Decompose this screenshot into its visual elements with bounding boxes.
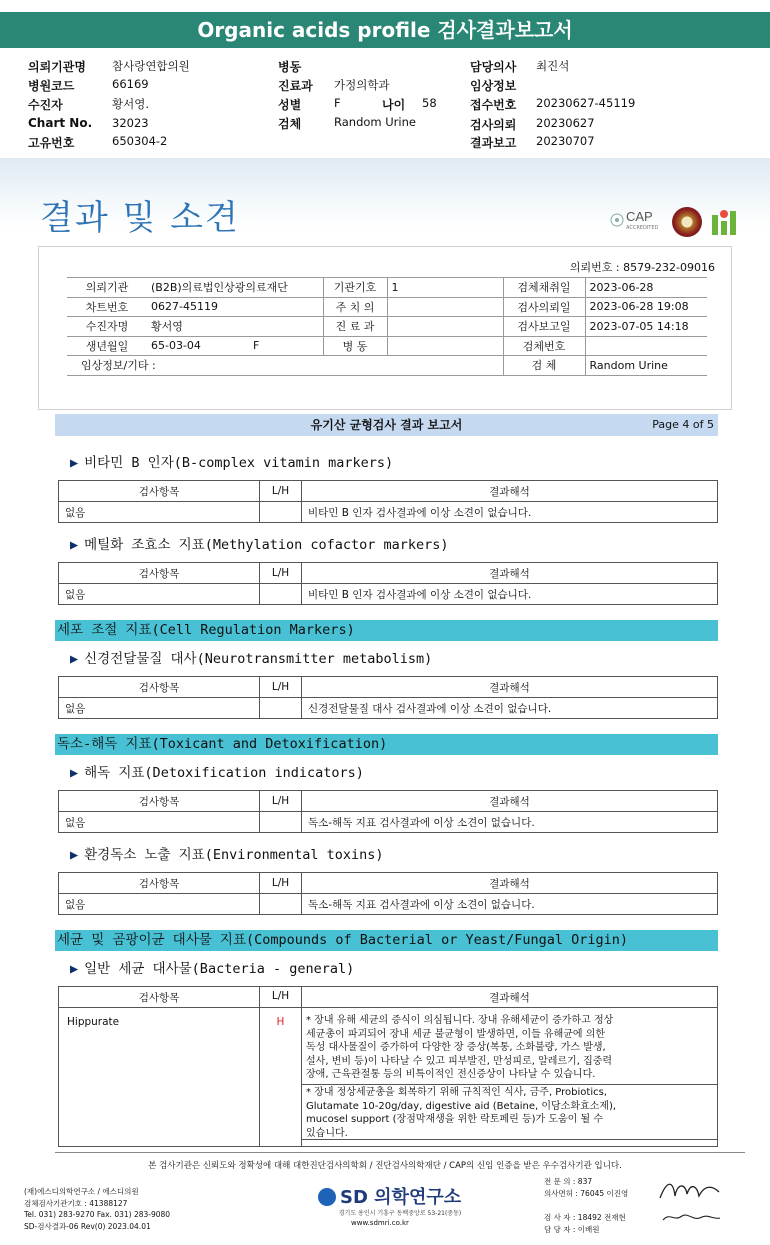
- table-row: [59, 502, 718, 523]
- page-indicator: Page 4 of 5: [652, 418, 714, 431]
- info-row: [67, 356, 707, 376]
- header-label: 성별: [278, 98, 302, 112]
- info-label: 검사보고일: [503, 317, 585, 337]
- lab-contact: [24, 1186, 170, 1232]
- text-line: * 장내 정상세균총을 회복하기 위해 규칙적인 식사, 금주, Probiotics,: [306, 1087, 608, 1098]
- text-line: 전 문 의 : 837: [544, 1177, 593, 1186]
- subsection-title: 메틸화 조효소 지표(Methylation cofactor markers): [84, 537, 449, 553]
- cap-star-icon: [610, 213, 624, 227]
- table-row: [59, 584, 718, 605]
- info-label: 주 치 의: [323, 297, 387, 317]
- cell-interp: 독소-해독 지표 검사결과에 이상 소견이 없습니다.: [302, 812, 718, 833]
- text-line: SD-검사결과-06 Rev(0) 2023.04.01: [24, 1221, 151, 1231]
- col-header-item: 검사항목: [138, 992, 180, 1004]
- col-header-lh: L/H: [260, 481, 302, 502]
- subsection-title: 비타민 B 인자(B-complex vitamin markers): [84, 455, 394, 471]
- header-label: 검사의뢰: [470, 118, 517, 132]
- col-header-interp: 결과해석: [302, 481, 718, 502]
- info-value: [585, 336, 707, 356]
- section-cell-regulation: 세포 조절 지표(Cell Regulation Markers): [55, 620, 718, 641]
- header-label: 결과보고: [470, 136, 517, 150]
- specimen-info-box: [38, 246, 732, 410]
- green-cert-logo-icon: [710, 207, 738, 237]
- col-header-interp: 결과해석: [302, 563, 718, 584]
- header-label: 진료과: [278, 79, 313, 93]
- cell-interp: 비타민 B 인자 검사결과에 이상 소견이 없습니다.: [302, 502, 718, 523]
- birth-date: 65-03-04: [151, 339, 201, 353]
- high-flag: H: [276, 1016, 285, 1028]
- subsection-environmental: [70, 843, 384, 863]
- col-header-lh: L/H: [260, 873, 302, 894]
- cap-text: CAP: [626, 209, 653, 224]
- result-heading: 결과 및 소견: [40, 198, 240, 238]
- info-value: [387, 297, 503, 317]
- result-table-b-vitamin: [58, 480, 718, 523]
- header-value: 최진석: [536, 59, 570, 73]
- header-value: 66169: [112, 77, 149, 91]
- triangle-right-icon: ▶: [70, 847, 79, 863]
- info-label: 의뢰기관: [67, 278, 147, 298]
- result-table-neuro: [58, 676, 718, 719]
- col-header-item: 검사항목: [59, 677, 260, 698]
- info-label: 기관기호: [323, 278, 387, 298]
- col-header-lh: L/H: [260, 563, 302, 584]
- patient-header: [0, 54, 770, 152]
- info-value: 2023-07-05 14:18: [585, 317, 707, 337]
- triangle-right-icon: ▶: [70, 651, 79, 667]
- col-header-item: 검사항목: [59, 873, 260, 894]
- company-website: www.sdmri.co.kr: [351, 1219, 409, 1227]
- accreditation-note: 본 검사기관은 신뢰도와 정확성에 대해 대한진단검사의학회 / 진단검사의학재단 / CAP의 신임 인증을 받은 우수검사기관 입니다.: [148, 1161, 622, 1171]
- header-label: 수진자: [28, 98, 63, 112]
- clinical-info-label: 임상정보/기타 :: [67, 356, 503, 376]
- text-line: [544, 1200, 628, 1212]
- subsection-bacteria-general: [70, 957, 354, 977]
- info-label: 차트번호: [67, 297, 147, 317]
- subsection-title: 해독 지표(Detoxification indicators): [84, 765, 364, 781]
- cell-interp: 독소-해독 지표 검사결과에 이상 소견이 없습니다.: [302, 894, 718, 915]
- header-value: 32023: [112, 116, 149, 130]
- cell-item: 없음: [59, 894, 260, 915]
- cap-logo: [610, 209, 666, 235]
- accreditation-logos: [610, 205, 740, 239]
- society-seal-icon: [672, 207, 702, 237]
- header-value: 20230627-45119: [536, 96, 636, 110]
- info-value: 황서영: [147, 317, 323, 337]
- cell-item: 없음: [59, 502, 260, 523]
- row-divider: [302, 1084, 718, 1085]
- header-label: 담당의사: [470, 60, 517, 74]
- text-line: 있습니다.: [306, 1127, 348, 1139]
- header-value: 가정의학과: [334, 78, 390, 92]
- sd-logo-icon: [318, 1188, 336, 1206]
- header-label: 접수번호: [470, 98, 517, 112]
- info-label: 수진자명: [67, 317, 147, 337]
- col-header-lh: L/H: [260, 677, 302, 698]
- subsection-b-vitamin: [70, 451, 393, 471]
- info-row: [67, 317, 707, 337]
- header-label: 병원코드: [28, 79, 75, 93]
- col-header-interp: 결과해석: [489, 992, 530, 1004]
- text-line: 설사, 변비 등)이 나타날 수 있고 피부발진, 만성피로, 알레르기, 집중력: [306, 1055, 613, 1067]
- cell-interp: 신경전달물질 대사 검사결과에 이상 소견이 없습니다.: [302, 698, 718, 719]
- subsection-neurotransmitter: [70, 647, 432, 667]
- header-label: 고유번호: [28, 136, 75, 150]
- result-table-detox: [58, 790, 718, 833]
- sex: F: [252, 339, 260, 353]
- cell-lh: [260, 698, 302, 719]
- cell-lh: [260, 894, 302, 915]
- report-title: Organic acids profile 검사결과보고서: [0, 12, 770, 48]
- info-value: 1: [387, 278, 503, 298]
- header-label: 임상정보: [470, 79, 517, 93]
- info-row: [67, 278, 707, 298]
- info-value: [147, 336, 323, 356]
- col-header-item: 검사항목: [59, 481, 260, 502]
- subsection-detox: [70, 761, 364, 781]
- report-title-bar: [55, 414, 718, 436]
- section-toxicant: 독소-해독 지표(Toxicant and Detoxification): [55, 734, 718, 755]
- info-label: 검 체: [503, 356, 585, 376]
- text-line: 독성 대사물질이 증가하여 다양한 장 증상(복통, 소화불량, 가스 발생,: [306, 1042, 606, 1053]
- result-table-bacteria: [58, 986, 718, 1147]
- age-value: 58: [422, 96, 437, 110]
- interpretation-paragraph-2: [306, 1086, 714, 1140]
- text-line: 담 당 자 : 이배원: [544, 1225, 600, 1234]
- text-line: * 장내 유해 세균의 증식이 의심됩니다. 장내 유해세균이 증가하고 정상: [306, 1015, 614, 1026]
- col-header-lh: L/H: [260, 791, 302, 812]
- cell-lh: [260, 502, 302, 523]
- info-label: 생년월일: [67, 336, 147, 356]
- section-bacterial: 세균 및 곰팡이균 대사물 지표(Compounds of Bacterial or Yeast/Fungal Origin): [55, 930, 718, 951]
- header-value: 참사랑연합의원: [112, 59, 190, 73]
- cell-interp: 비타민 B 인자 검사결과에 이상 소견이 없습니다.: [302, 584, 718, 605]
- cell-item: Hippurate: [67, 1016, 120, 1028]
- col-header-interp: 결과해석: [302, 873, 718, 894]
- row-divider: [302, 1139, 718, 1140]
- header-label: 의뢰기관명: [28, 60, 86, 74]
- cell-lh: [260, 584, 302, 605]
- info-label: 검체채취일: [503, 278, 585, 298]
- info-label: 병 동: [323, 336, 387, 356]
- header-value: 20230627: [536, 116, 595, 130]
- triangle-right-icon: ▶: [70, 455, 79, 471]
- result-table-methylation: [58, 562, 718, 605]
- header-value: 황서영.: [112, 97, 149, 111]
- report-subtitle: 유기산 균형검사 결과 보고서: [310, 418, 463, 432]
- table-row: [59, 812, 718, 833]
- header-value: 650304-2: [112, 134, 168, 148]
- company-address: 경기도 용인시 기흥구 동백중앙로 53-21(중동): [338, 1210, 462, 1217]
- info-value: (B2B)의료법인상광의료재단: [147, 278, 323, 298]
- col-header-item: 검사항목: [59, 563, 260, 584]
- triangle-right-icon: ▶: [70, 961, 79, 977]
- text-line: 세균총이 파괴되어 장내 세균 불균형이 발생하면, 이들 유해균에 의한: [306, 1028, 606, 1040]
- company-name: SD 의학연구소: [340, 1187, 462, 1208]
- column-divider: [301, 987, 302, 1146]
- text-line: 검 사 자 : 18492 전재현: [544, 1213, 626, 1222]
- technologist-signature: [660, 1208, 724, 1226]
- cell-item: 없음: [59, 584, 260, 605]
- cell-lh: [260, 812, 302, 833]
- info-label: 검사의뢰일: [503, 297, 585, 317]
- info-label: 검체번호: [503, 336, 585, 356]
- footer-divider: [55, 1152, 745, 1153]
- result-table-env: [58, 872, 718, 915]
- header-label: 검체: [278, 117, 302, 131]
- subsection-title: 신경전달물질 대사(Neurotransmitter metabolism): [84, 651, 433, 667]
- info-value: [387, 336, 503, 356]
- header-value: 20230707: [536, 134, 595, 148]
- subsection-methylation: [70, 533, 449, 553]
- info-value: Random Urine: [585, 356, 707, 376]
- text-line: 의사면허 : 76045 이진영: [544, 1189, 629, 1198]
- staff-signatures: [544, 1176, 628, 1236]
- text-line: 장애, 근육관절통 등의 비특이적인 전신증상이 나타날 수 있습니다.: [306, 1069, 596, 1080]
- physician-signature: [655, 1176, 725, 1206]
- info-value: 2023-06-28 19:08: [585, 297, 707, 317]
- cap-subtext: ACCREDITED: [626, 225, 659, 231]
- col-header-item: 검사항목: [59, 791, 260, 812]
- header-label: Chart No.: [28, 116, 93, 130]
- text-line: (재)에스디의학연구소 / 에스디의원: [24, 1187, 139, 1196]
- cell-item: 없음: [59, 698, 260, 719]
- text-line: 검체검사기관기호 : 41388127: [24, 1198, 128, 1208]
- subsection-title: 환경독소 노출 지표(Environmental toxins): [84, 847, 384, 863]
- triangle-right-icon: ▶: [70, 537, 79, 553]
- subsection-title: 일반 세균 대사물(Bacteria - general): [84, 961, 355, 977]
- info-row: [67, 297, 707, 317]
- col-header-interp: 결과해석: [302, 677, 718, 698]
- age-label: 나이: [382, 98, 406, 112]
- text-line: Tel. 031) 283-9270 Fax. 031) 283-9080: [24, 1210, 171, 1219]
- header-label: 병동: [278, 60, 302, 74]
- text-line: mucosel support (장점막재생을 위한 락토페린 등)가 도움이 될 수: [306, 1114, 604, 1125]
- sd-company-logo: [318, 1183, 461, 1209]
- info-value: 2023-06-28: [585, 278, 707, 298]
- info-value: [387, 317, 503, 337]
- col-header-lh: L/H: [271, 990, 290, 1002]
- text-line: Glutamate 10-20g/day, digestive aid (Betaine, 이담소화효소제),: [306, 1100, 617, 1112]
- request-number: 의뢰번호 : 8579-232-09016: [569, 261, 715, 274]
- header-value: F: [334, 96, 341, 110]
- header-value: Random Urine: [334, 115, 416, 129]
- column-divider: [259, 987, 260, 1146]
- table-row: [59, 894, 718, 915]
- col-header-interp: 결과해석: [302, 791, 718, 812]
- interpretation-paragraph-1: [306, 1014, 714, 1082]
- info-row: [67, 336, 707, 356]
- triangle-right-icon: ▶: [70, 765, 79, 781]
- table-row: [59, 698, 718, 719]
- info-label: 진 료 과: [323, 317, 387, 337]
- info-value: 0627-45119: [147, 297, 323, 317]
- cell-item: 없음: [59, 812, 260, 833]
- specimen-info-table: [67, 277, 707, 376]
